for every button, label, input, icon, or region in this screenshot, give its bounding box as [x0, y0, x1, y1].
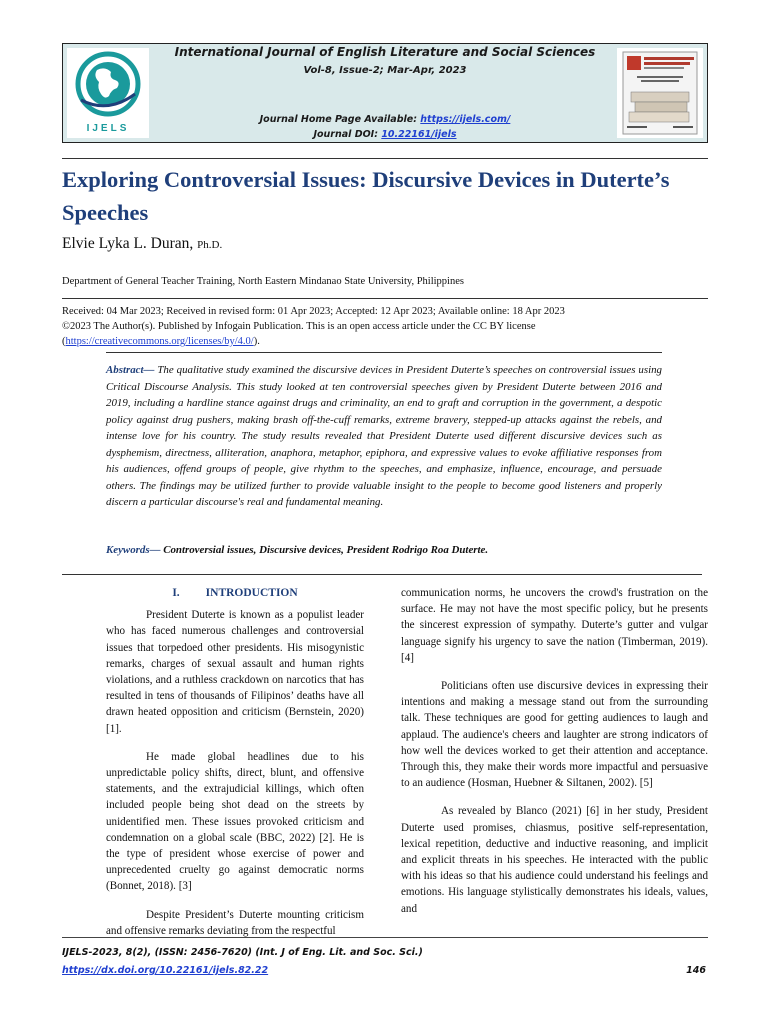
body-right-column [401, 585, 708, 929]
home-label: Journal Home Page Available: [259, 114, 421, 125]
author-name: Elvie Lyka L. Duran, [62, 235, 194, 252]
paragraph: As revealed by Blanco (2021) [6] in her study, President Duterte used promises, chiasmus, positive self-representation, lexical repetition, deductive and inductive reasoning, and implicit and explicit threats in his speeches. He interacted with the public with his ideas so that his audience could understand his feelings and emotions. His language stylistically demonstrates his ideals, values, and [401, 805, 708, 915]
journal-doi-line [155, 129, 615, 140]
abstract-text: The qualitative study examined the discursive devices in President Duterte’s speeches on controversial issues using Critical Discourse Analysis. This study looked at ten controversial speeches given by President Duterte between 2016 and 2019, including a hardline stance against drugs and criminality, an end to graft and corruption in the government, a despotic policy against drug pushers, making brash off-the-cuff remarks, extreme bravery, stepped-up attacks against the rebels, and intense love for his country. The study results revealed that President Duterte used different discursive devices such as dysphemism, directness, alliteration, anaphora, metaphor, epiphora, and expressive values to evoke affiliative responses from his audiences, offend groups of people, give rhythm to the speeches, and emphasize, influence, encourage, and persuade others. The findings may be utilized further to provide valuable insight to the people to become good listeners and properly discern a particular discourse's real and fundamental meaning. [106, 364, 662, 508]
abstract-top-divider [106, 352, 662, 353]
paragraph: He made global headlines due to his unpredictable policy shifts, direct, blunt, and offensive statements, and the extrajudicial killings, which often included people being shot dead on the streets by unidentified men. These issues provoked criticism and condemnation on a global scale (BBC, 2022) [2]. He is the type of president whose exercise of power and unprecedented cruelty go against democratic norms (Bonnet, 2018). [3] [106, 750, 364, 893]
keywords-text: Controversial issues, Discursive devices, President Rodrigo Roa Duterte. [160, 544, 489, 556]
globe-icon [67, 48, 149, 122]
home-link[interactable]: https://ijels.com/ [420, 114, 511, 125]
abstract-label: Abstract— [106, 364, 155, 376]
paragraph: communication norms, he uncovers the crowd's frustration on the surface. He may not have the most specific policy, but he presents the sincerest expression of sympathy. Duterte’s gutter and vulgar language signify his urgency to save the nation (Timberman, 2019). [4] [401, 587, 708, 664]
keywords [106, 544, 662, 556]
body-left-column [106, 585, 364, 951]
page-number: 146 [686, 965, 706, 976]
publication-info [62, 304, 708, 349]
license-paren-open: ( [62, 336, 66, 347]
logo-wordmark: IJELS [86, 123, 130, 134]
header-divider [62, 158, 708, 159]
paragraph: Despite President’s Duterte mounting criticism and offensive remarks deviating from the respectful [106, 908, 364, 937]
section-number: I. [172, 587, 180, 599]
license-link-line [62, 334, 708, 349]
doi-link[interactable]: 10.22161/ijels [381, 129, 457, 140]
journal-cover-image [617, 48, 703, 138]
license-link[interactable]: https://creativecommons.org/licenses/by/4.0/ [65, 336, 254, 347]
journal-title: International Journal of English Literature and Social Sciences [174, 45, 596, 59]
author-affiliation: Department of General Teacher Training, North Eastern Mindanao State University, Philippines [62, 276, 464, 287]
keywords-label: Keywords— [106, 544, 161, 556]
cover-thumbnail-icon [617, 48, 703, 138]
doi-label: Journal DOI: [313, 129, 382, 140]
abstract [106, 362, 662, 511]
author-line [62, 235, 222, 253]
affiliation-divider [62, 298, 708, 299]
journal-volume: Vol-8, Issue-2; Mar-Apr, 2023 [303, 65, 467, 76]
paragraph: President Duterte is known as a populist leader who has faced numerous challenges and controversial issues that torpedoed other presidents. His misogynistic remarks, charges of sexual assault and human rights violations, and a ruthless crackdown on narcotics that has resulted in tens of thousands of Filipinos’ deaths have all drawn heated opposition and criticism (Bernstein, 2020) [1]. [106, 609, 364, 735]
publication-dates: Received: 04 Mar 2023; Received in revised form: 01 Apr 2023; Accepted: 12 Apr 2023; Available online: 18 Apr 2023 [62, 306, 565, 317]
journal-header-banner [62, 43, 708, 143]
footer-doi-link[interactable]: https://dx.doi.org/10.22161/ijels.82.22 [62, 965, 269, 976]
journal-home-line [155, 114, 615, 125]
journal-logo [67, 48, 149, 138]
footer-divider [62, 937, 708, 938]
paper-title: Exploring Controversial Issues: Discursive Devices in Duterte’s Speeches [62, 167, 670, 225]
license-statement: ©2023 The Author(s). Published by Infogain Publication. This is an open access article under the CC BY license [62, 321, 536, 332]
abstract-bottom-divider [62, 574, 702, 575]
section-title: INTRODUCTION [205, 587, 298, 599]
section-heading [106, 585, 364, 601]
license-paren-close: ). [253, 336, 260, 347]
author-degree: Ph.D. [197, 239, 223, 251]
paragraph: Politicians often use discursive devices in expressing their intentions and making a message stand out from the surrounding talk. These techniques are good for getting audiences to laugh and applaud. The audience's cheers and laughter are strong indicators of how well the devices worked to get their attention and acceptance. Through this, they make their words more impactful and persuasive to an audience (Hosman, Huebner & Siltanen, 2002). [5] [401, 680, 708, 790]
footer-citation: IJELS-2023, 8(2), (ISSN: 2456-7620) (Int. J of Eng. Lit. and Soc. Sci.) [62, 947, 423, 958]
